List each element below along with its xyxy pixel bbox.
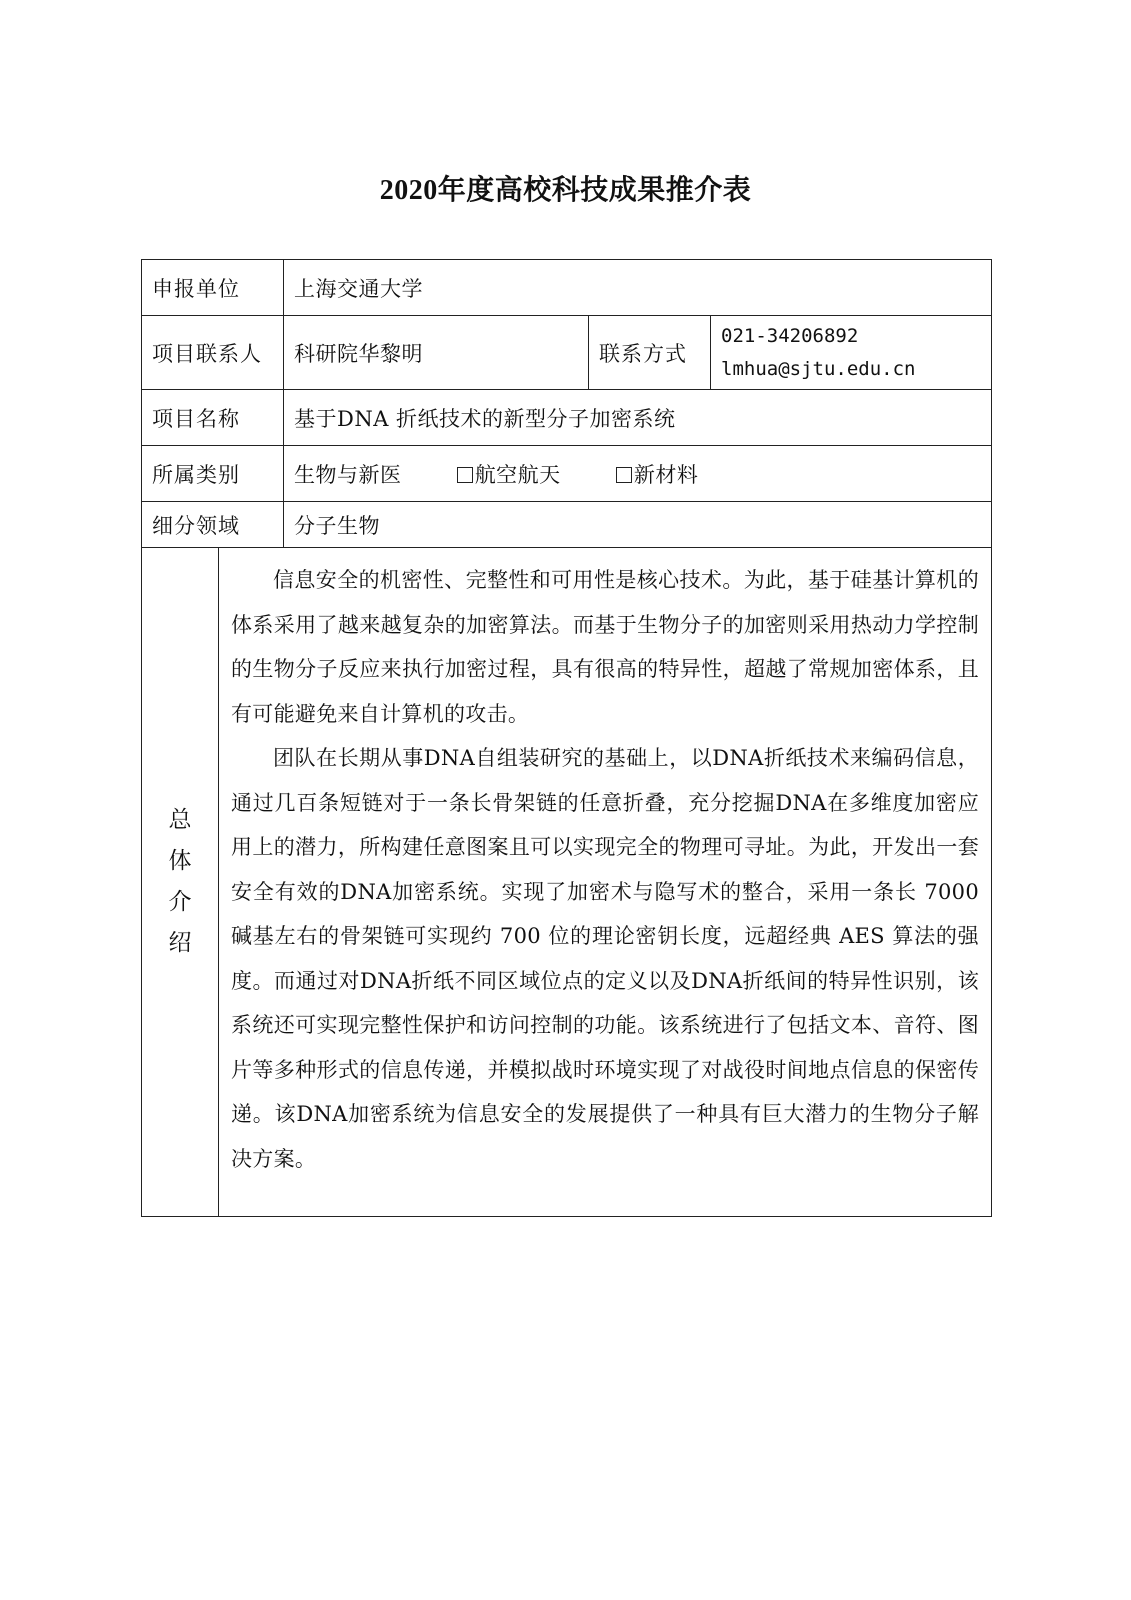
checkbox-new-materials [616,467,632,483]
project-name-value: 基于DNA 折纸技术的新型分子加密系统 [284,390,992,446]
category-option-aerospace [457,459,561,489]
intro-paragraph: 团队在长期从事DNA自组装研究的基础上，以DNA折纸技术来编码信息，通过几百条短链对于一条长骨架链的任意折叠，充分挖掘DNA在多维度加密应用上的潜力，所构建任意图案且可以实现完全的物理可寻址。为此，开发出一套安全有效的DNA加密系统。实现了加密术与隐写术的整合，采用一条长 7000 碱基左右的骨架链可实现约 700 位的理论密钥长度，远超经典 AES 算法的强度。而通过对DNA折纸不同区域位点的定义以及DNA折纸间的特异性识别，该系统还可实现完整性保护和访问控制的功能。该系统进行了包括文本、音符、图片等多种形式的信息传递，并模拟战时环境实现了对战役时间地点信息的保密传递。该DNA加密系统为信息安全的发展提供了一种具有巨大潜力的生物分子解决方案。 [231,746,979,1171]
phone-number: 021-34206892 [721,324,859,347]
recommendation-form-table [141,259,992,1217]
unit-value: 上海交通大学 [284,260,992,316]
row-unit [142,260,992,316]
intro-content [219,548,992,1217]
contact-person-value: 科研院华黎明 [284,316,589,390]
intro-label-char: 绍 [168,930,192,956]
category-option-bio-medicine [294,459,402,489]
contact-person-label: 项目联系人 [142,316,284,390]
intro-paragraph: 信息安全的机密性、完整性和可用性是核心技术。为此，基于硅基计算机的体系采用了越来越复杂的加密算法。而基于生物分子的加密则采用热动力学控制的生物分子反应来执行加密过程，具有很高的特异性，超越了常规加密体系，且有可能避免来自计算机的攻击。 [231,568,979,726]
category-option-new-materials [616,459,699,489]
intro-label-char: 总 [168,807,192,833]
contact-method-label: 联系方式 [589,316,711,390]
category-option-label: 新材料 [633,462,699,487]
field-value: 分子生物 [284,502,992,548]
contact-method-value [711,316,992,390]
row-field [142,502,992,548]
row-intro [142,548,992,1217]
row-category [142,446,992,502]
intro-label [142,548,219,1217]
field-label: 细分领域 [142,502,284,548]
category-options [284,446,992,502]
intro-label-char: 介 [168,889,192,915]
checkbox-aerospace [457,467,473,483]
intro-label-char: 体 [168,848,192,874]
category-option-label: 航空航天 [474,462,561,487]
category-option-label: 生物与新医 [294,462,402,487]
page-title: 2020年度高校科技成果推介表 [379,175,752,206]
row-project-name [142,390,992,446]
unit-label: 申报单位 [142,260,284,316]
category-label: 所属类别 [142,446,284,502]
email-address: lmhua@sjtu.edu.cn [721,357,916,380]
project-name-label: 项目名称 [142,390,284,446]
row-contact [142,316,992,390]
